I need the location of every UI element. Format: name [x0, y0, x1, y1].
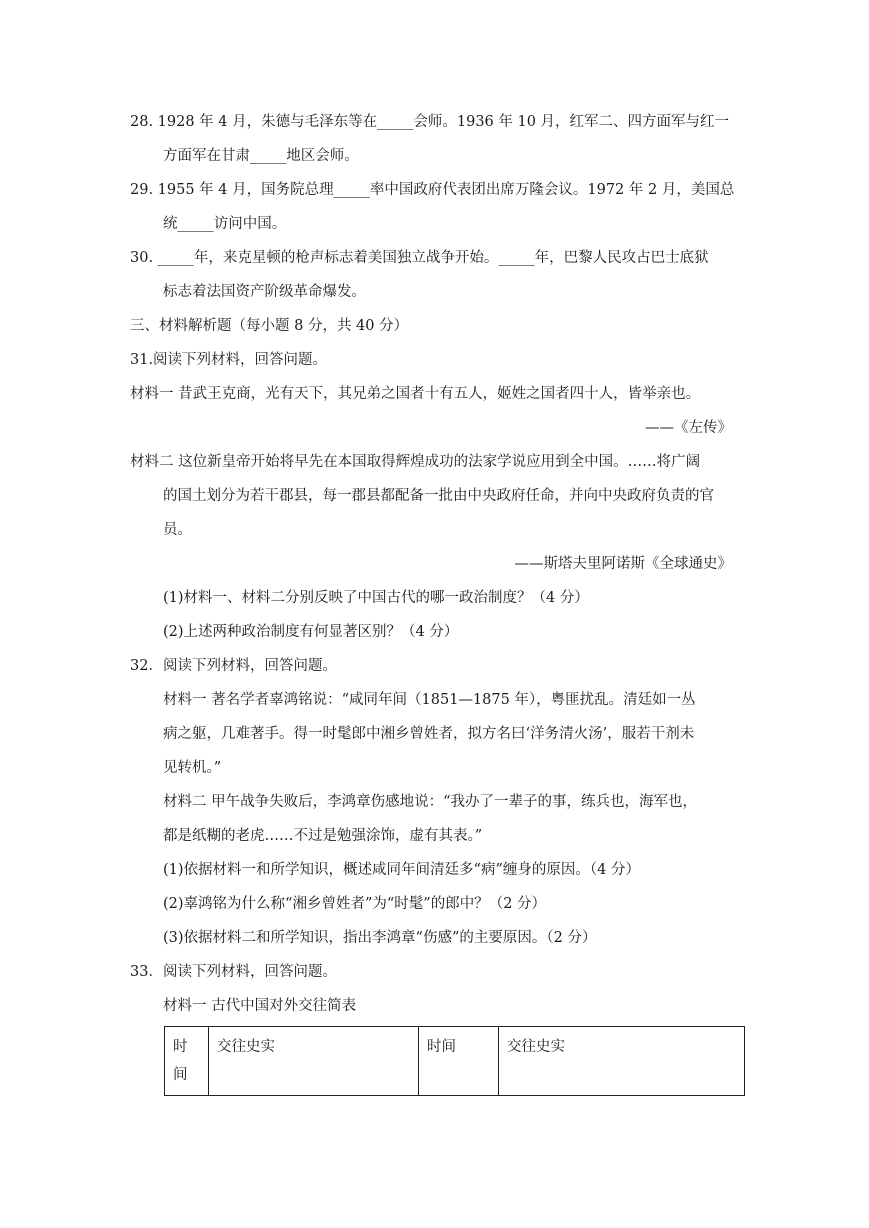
- table-header-time: 时间: [419, 1027, 499, 1096]
- q32-material1-line2: 病之躯，几难著手。得一时髦郎中湘乡曾姓者，拟方名曰‘洋务清火汤’，服若干剂未: [163, 726, 695, 742]
- q31-material1-source: ——《左传》: [645, 420, 732, 436]
- q30-line1: 30. _____年，来克星顿的枪声标志着美国独立战争开始。_____年，巴黎人民攻占巴士底狱: [130, 250, 709, 266]
- table-header-time: 时间: [165, 1027, 209, 1096]
- table-header-row: [165, 1027, 745, 1096]
- q31-intro: 31.阅读下列材料，回答问题。: [130, 352, 328, 368]
- q32-material1-line3: 见转机。”: [163, 760, 222, 776]
- q33-intro: 33．阅读下列材料，回答问题。: [130, 964, 337, 980]
- table-header-event: 交往史实: [209, 1027, 419, 1096]
- q30-line2: 标志着法国资产阶级革命爆发。: [163, 284, 366, 300]
- q32-material2-line1: 材料二 甲午战争失败后，李鸿章伤感地说：“我办了一辈子的事，练兵也，海军也，: [163, 794, 698, 810]
- q32-question2: (2)辜鸿铭为什么称“湘乡曾姓者”为“时髦”的郎中？（2 分）: [163, 896, 547, 912]
- q31-material1: 材料一 昔武王克商，光有天下，其兄弟之国者十有五人，姬姓之国者四十人，皆举亲也。: [130, 386, 701, 402]
- q32-intro: 32．阅读下列材料，回答问题。: [130, 658, 337, 674]
- foreign-exchange-table: [164, 1026, 745, 1096]
- q32-material2-line2: 都是纸糊的老虎……不过是勉强涂饰，虚有其表。”: [163, 828, 483, 844]
- table-header-event: 交往史实: [499, 1027, 745, 1096]
- q32-question1: (1)依据材料一和所学知识，概述咸同年间清廷多“病”缠身的原因。（4 分）: [163, 862, 640, 878]
- q31-question1: (1)材料一、材料二分别反映了中国古代的哪一政治制度？（4 分）: [163, 590, 589, 606]
- q31-material2-line1: 材料二 这位新皇帝开始将早先在本国取得辉煌成功的法家学说应用到全中国。……将广阔: [130, 454, 701, 470]
- q31-material2-line3: 员。: [163, 522, 192, 538]
- q31-material2-source: ——斯塔夫里阿诺斯《全球通史》: [514, 556, 732, 572]
- q31-material2-line2: 的国土划分为若干郡县，每一郡县都配备一批由中央政府任命，并向中央政府负责的官: [163, 488, 714, 504]
- q33-material1-title: 材料一 古代中国对外交往简表: [163, 998, 357, 1014]
- q31-question2: (2)上述两种政治制度有何显著区别？（4 分）: [163, 624, 459, 640]
- q29-line2: 统_____访问中国。: [163, 216, 287, 232]
- q32-question3: (3)依据材料二和所学知识，指出李鸿章“伤感”的主要原因。（2 分）: [163, 930, 597, 946]
- q28-line1: 28. 1928 年 4 月，朱德与毛泽东等在_____会师。1936 年 10 月，红军二、四方面军与红一: [130, 114, 730, 130]
- q29-line1: 29. 1955 年 4 月，国务院总理_____率中国政府代表团出席万隆会议。1972 年 2 月，美国总: [130, 182, 735, 198]
- q32-material1-line1: 材料一 著名学者辜鸿铭说：“咸同年间（1851—1875 年），粤匪扰乱。清廷如一丛: [163, 692, 696, 708]
- q28-line2: 方面军在甘肃_____地区会师。: [163, 148, 359, 164]
- section3-heading: 三、材料解析题（每小题 8 分，共 40 分）: [130, 318, 409, 334]
